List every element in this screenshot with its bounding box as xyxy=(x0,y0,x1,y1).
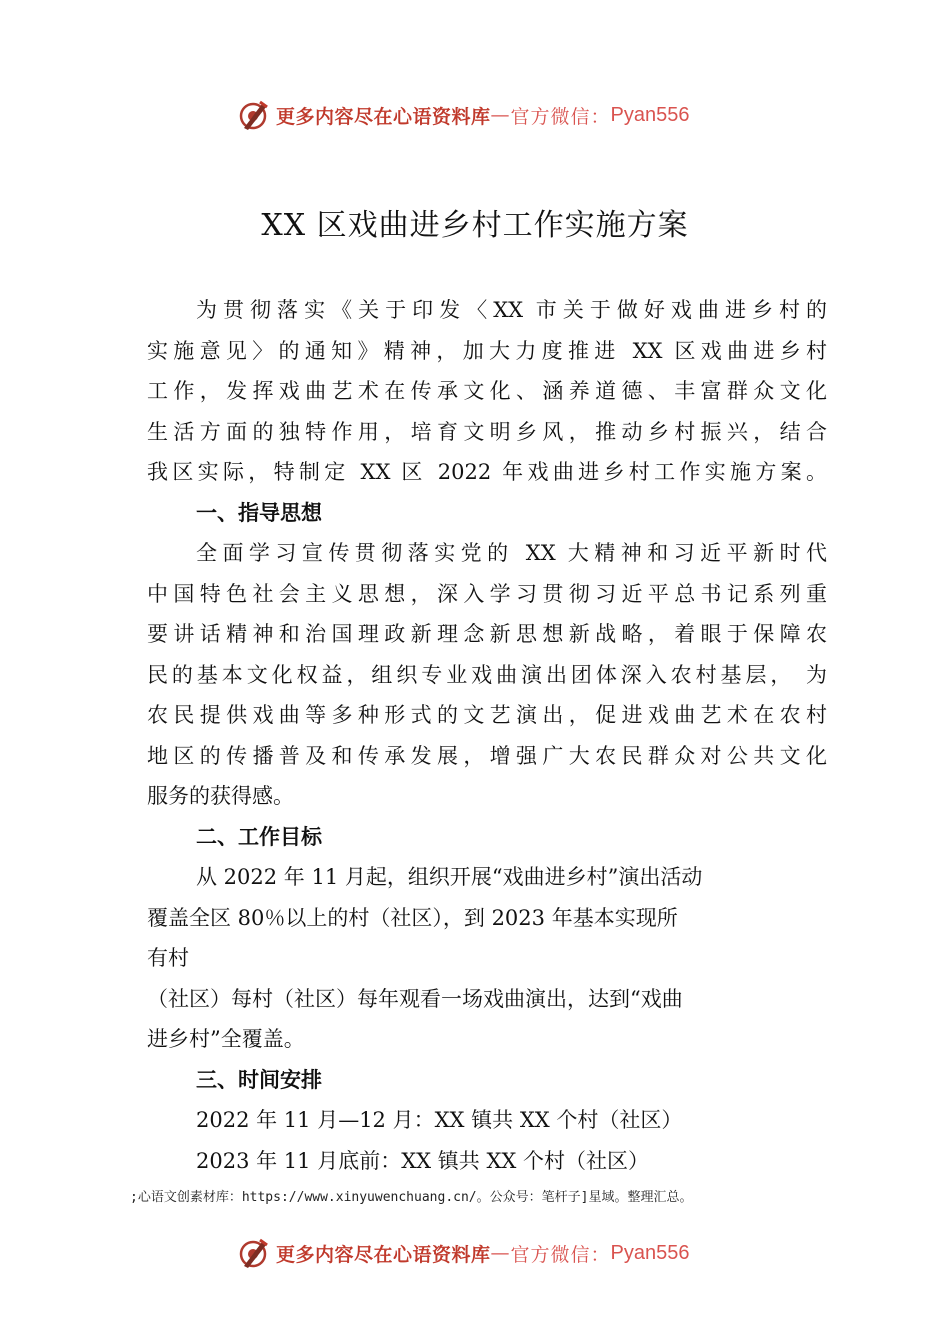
section3-line: 2022 年 11 月—12 月：XX 镇共 XX 个村（社区） xyxy=(196,1108,683,1132)
section1-line: 中国特色社会主义思想，深入学习贯彻习近平总书记系列重 xyxy=(147,581,827,606)
source-footnote: ;心语文创素材库：https://www.xinyuwenchuang.cn/。公众号：笔杆子]星域。整理汇总。 xyxy=(130,1190,693,1205)
section1-line: 全面学习宣传贯彻落实党的 XX 大精神和习近平新时代 xyxy=(196,541,827,565)
section1-line: 服务的获得感。 xyxy=(147,784,294,808)
section1-line: 农民提供戏曲等多种形式的文艺演出，促进戏曲艺术在农村 xyxy=(147,703,827,727)
banner-wechat-label: 官方微信： xyxy=(510,105,611,128)
section-heading-schedule: 三、时间安排 xyxy=(196,1067,322,1092)
section1-line: 地区的传播普及和传承发展，增强广大农民群众对公共文化 xyxy=(147,743,827,768)
document-body xyxy=(147,290,827,1181)
document-title: XX 区戏曲进乡村工作实施方案 xyxy=(261,208,689,243)
section3-line: 2023 年 11 月底前：XX 镇共 XX 个村（社区） xyxy=(196,1148,650,1173)
pen-logo-icon xyxy=(236,1236,270,1270)
intro-line: 工作，发挥戏曲艺术在传承文化、涵养道德、丰富群众文化 xyxy=(147,379,827,403)
banner-wechat-id: Pyan556 xyxy=(610,1241,690,1264)
section1-line: 民的基本文化权益，组织专业戏曲演出团体深入农村基层， 为 xyxy=(147,662,827,687)
intro-line: 生活方面的独特作用，培育文明乡风，推动乡村振兴，结合 xyxy=(147,419,827,444)
section1-line: 要讲话精神和治国理政新理念新思想新战略，着眼于保障农 xyxy=(147,622,827,646)
intro-line: 为贯彻落实《关于印发〈XX 市关于做好戏曲进乡村的 xyxy=(196,298,827,322)
banner-text: 更多内容尽在心语资料库 xyxy=(276,105,491,128)
banner-wechat-id: Pyan556 xyxy=(610,103,690,126)
header-banner xyxy=(236,95,756,135)
section2-line: 有村 xyxy=(147,946,189,970)
banner-dash: — xyxy=(490,104,511,126)
section2-line: 从 2022 年 11 月起，组织开展“戏曲进乡村”演出活动 xyxy=(196,865,703,889)
section-heading-guiding-thought: 一、指导思想 xyxy=(196,500,322,525)
banner-text: 更多内容尽在心语资料库 xyxy=(276,1243,491,1266)
banner-dash: — xyxy=(490,1242,511,1264)
intro-line: 实施意见〉的通知》精神，加大力度推进 XX 区戏曲进乡村 xyxy=(147,338,827,363)
pen-logo-icon xyxy=(236,98,270,132)
section2-line: 进乡村”全覆盖。 xyxy=(147,1027,305,1051)
section-heading-work-goals: 二、工作目标 xyxy=(196,824,322,849)
intro-line: 我区实际，特制定 XX 区 2022 年戏曲进乡村工作实施方案。 xyxy=(147,460,827,484)
section2-line: （社区）每村（社区）每年观看一场戏曲演出，达到“戏曲 xyxy=(147,986,683,1011)
banner-wechat-label: 官方微信： xyxy=(510,1243,611,1266)
section2-line: 覆盖全区 80％以上的村（社区），到 2023 年基本实现所 xyxy=(147,905,678,930)
footer-banner xyxy=(236,1233,756,1273)
